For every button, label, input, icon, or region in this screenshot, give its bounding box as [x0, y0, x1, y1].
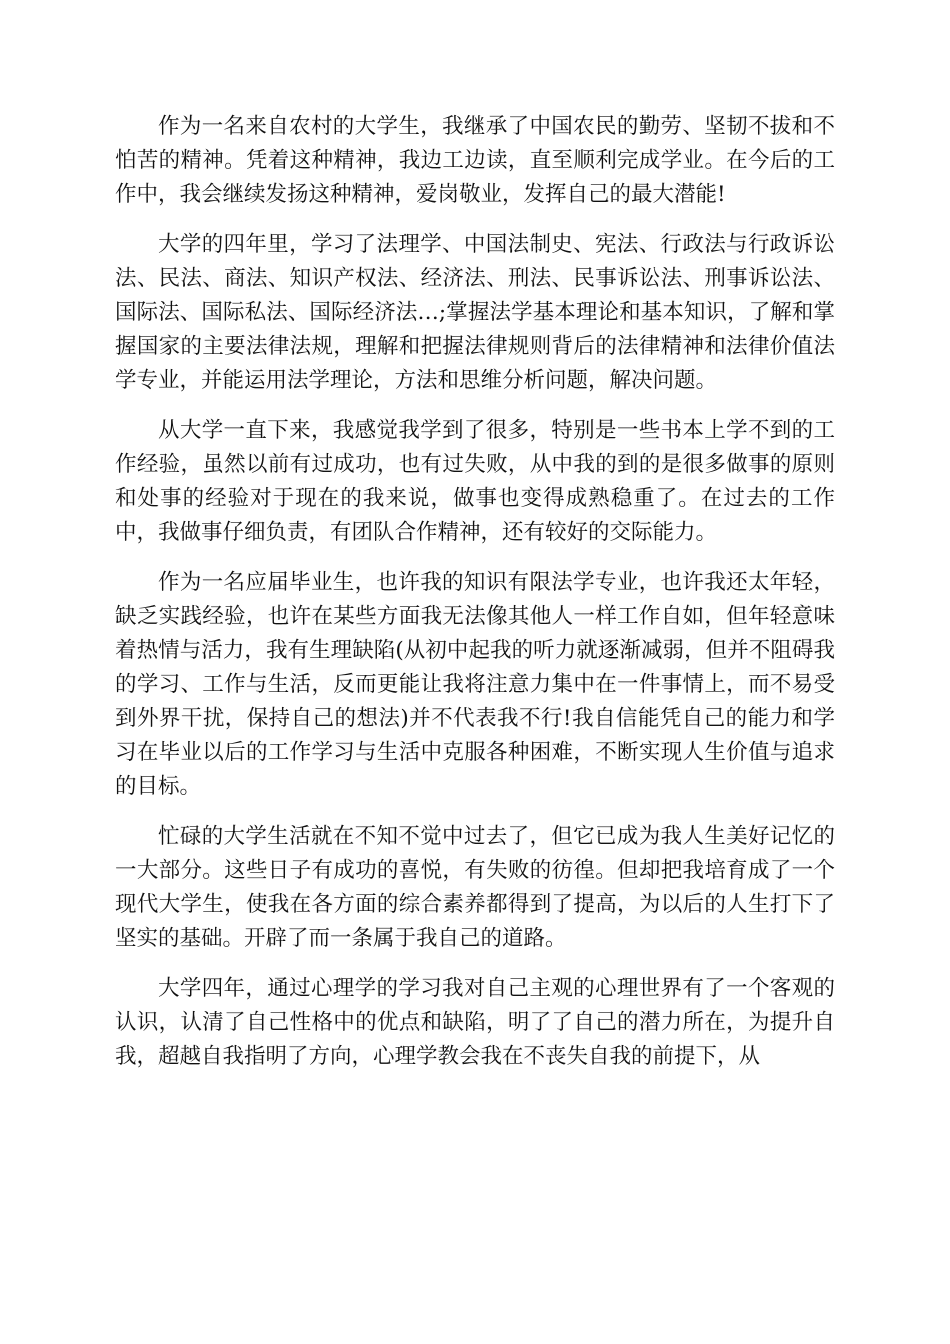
- paragraph-4: 作为一名应届毕业生，也许我的知识有限法学专业，也许我还太年轻，缺乏实践经验，也许在某些方面我无法像其他人一样工作自如，但年轻意味着热情与活力，我有生理缺陷(从初中起我的听力就逐渐减弱，但并不阻碍我的学习、工作与生活，反而更能让我将注意力集中在一件事情上，而不易受到外界干扰，保持自己的想法)并不代表我不行!我自信能凭自己的能力和学习在毕业以后的工作学习与生活中克服各种困难，不断实现人生价值与追求的目标。: [115, 570, 835, 799]
- paragraph-3: 从大学一直下来，我感觉我学到了很多，特别是一些书本上学不到的工作经验，虽然以前有过成功，也有过失败，从中我的到的是很多做事的原则和处事的经验对于现在的我来说，做事也变得成熟稳重了。在过去的工作中，我做事仔细负责，有团队合作精神，还有较好的交际能力。: [115, 418, 835, 545]
- paragraph-2: 大学的四年里，学习了法理学、中国法制史、宪法、行政法与行政诉讼法、民法、商法、知识产权法、经济法、刑法、民事诉讼法、刑事诉讼法、国际法、国际私法、国际经济法…;掌握法学基本理论和基本知识，了解和掌握国家的主要法律法规，理解和把握法律规则背后的法律精神和法律价值法学专业，并能运用法学理论，方法和思维分析问题，解决问题。: [115, 232, 835, 393]
- paragraph-6: 大学四年，通过心理学的学习我对自己主观的心理世界有了一个客观的认识，认清了自己性格中的优点和缺陷，明了了自己的潜力所在，为提升自我，超越自我指明了方向，心理学教会我在不丧失自我的前提下，从: [115, 976, 835, 1069]
- paragraph-5: 忙碌的大学生活就在不知不觉中过去了，但它已成为我人生美好记忆的一大部分。这些日子有成功的喜悦，有失败的彷徨。但却把我培育成了一个现代大学生，使我在各方面的综合素养都得到了提高，为以后的人生打下了坚实的基础。开辟了而一条属于我自己的道路。: [115, 824, 835, 951]
- paragraph-1: 作为一名来自农村的大学生，我继承了中国农民的勤劳、坚韧不拔和不怕苦的精神。凭着这种精神，我边工边读，直至顺利完成学业。在今后的工作中，我会继续发扬这种精神，爱岗敬业，发挥自己的最大潜能!: [115, 114, 835, 207]
- document-page: [115, 110, 835, 1090]
